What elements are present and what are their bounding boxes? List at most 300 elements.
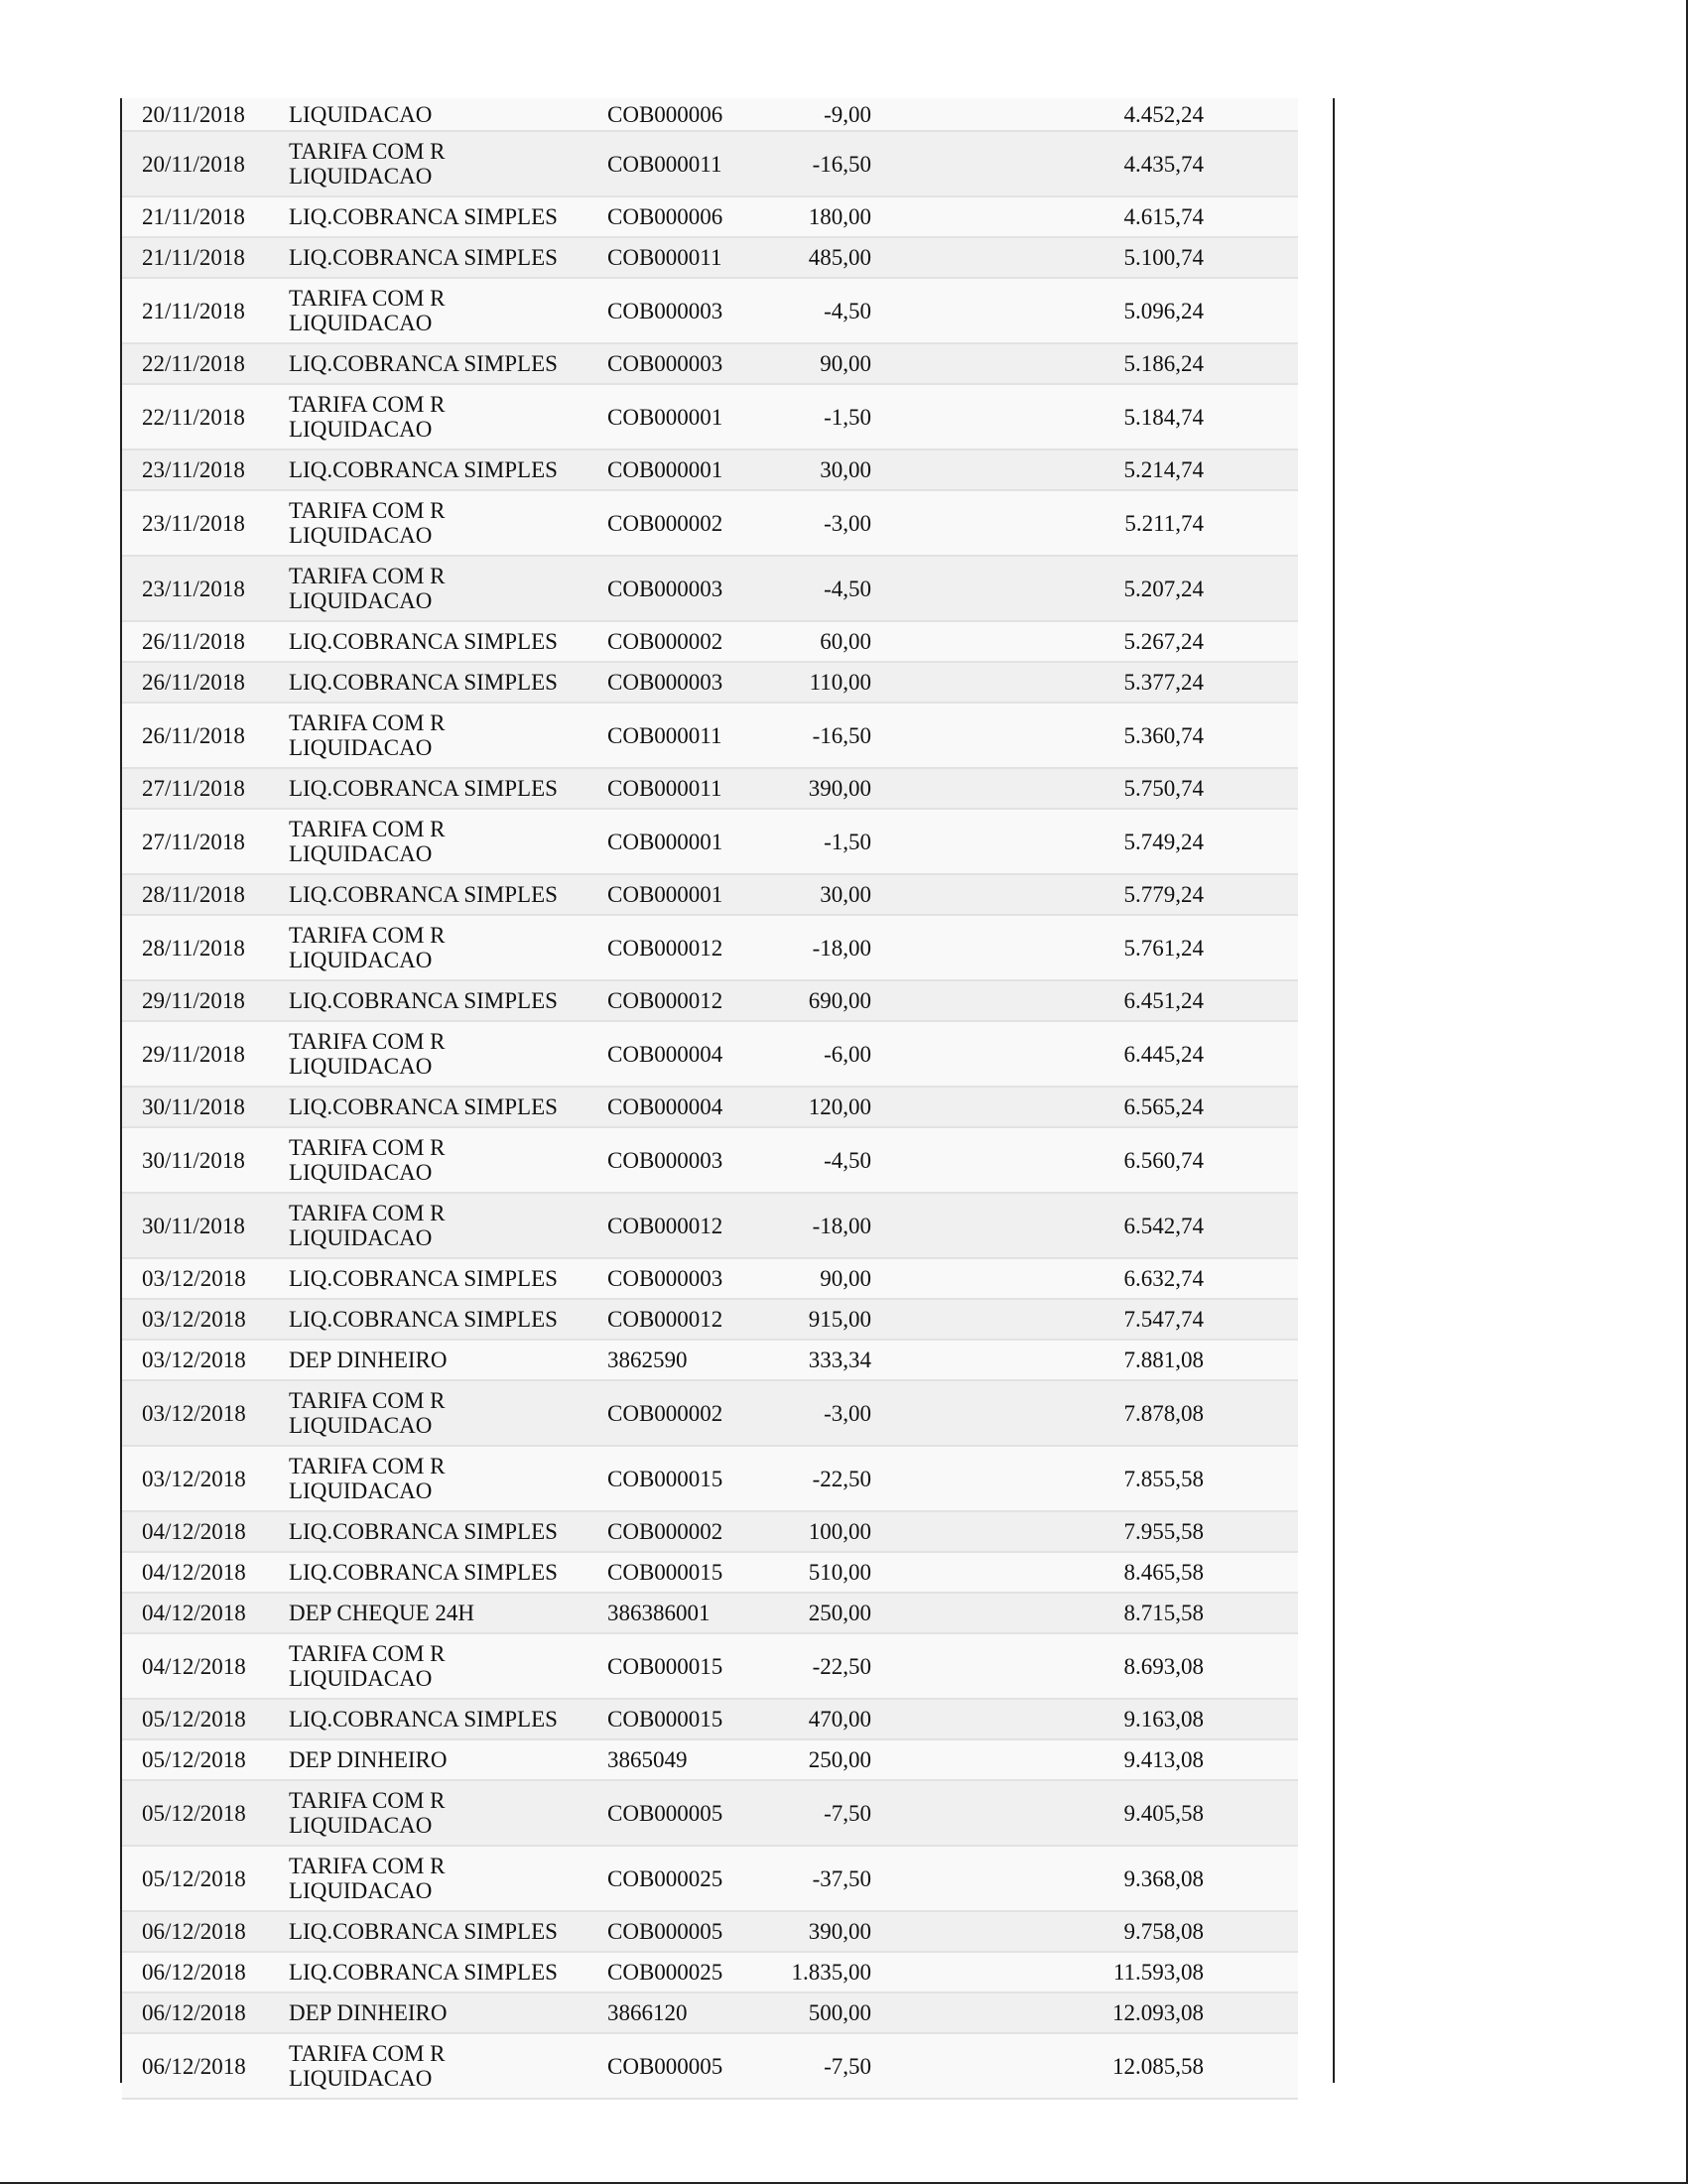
table-row	[122, 1912, 1298, 1953]
transaction-document-text: COB000015	[607, 1466, 723, 1491]
transaction-balance-text: 5.377,24	[1123, 670, 1204, 695]
transaction-date-text: 21/11/2018	[142, 204, 245, 229]
table-row	[122, 1740, 1298, 1781]
transaction-balance	[1075, 810, 1204, 873]
transaction-balance	[1075, 1341, 1204, 1379]
transaction-balance-text: 4.615,74	[1123, 204, 1204, 229]
transaction-date	[142, 385, 245, 449]
transaction-description	[289, 1912, 586, 1951]
transaction-description	[289, 810, 586, 873]
transaction-balance	[1075, 557, 1204, 620]
transaction-date-text: 27/11/2018	[142, 776, 245, 801]
transaction-balance	[1075, 1194, 1204, 1257]
transaction-balance-text: 6.560,74	[1123, 1147, 1204, 1173]
transaction-balance	[1075, 1912, 1204, 1951]
transaction-date	[142, 916, 245, 979]
transaction-date-text: 05/12/2018	[142, 1747, 246, 1772]
transaction-description-text: LIQ.COBRANCA SIMPLES	[289, 1266, 558, 1291]
transaction-date	[142, 279, 245, 342]
transaction-document	[607, 663, 722, 702]
transaction-balance	[1075, 197, 1204, 236]
transaction-description-text: LIQ.COBRANCA SIMPLES	[289, 776, 558, 801]
transaction-value	[717, 98, 871, 130]
table-row	[122, 1594, 1298, 1634]
table-row	[122, 1634, 1298, 1700]
transaction-date	[142, 1194, 245, 1257]
transaction-document	[607, 1022, 722, 1086]
table-row	[122, 1194, 1298, 1259]
transaction-date-text: 05/12/2018	[142, 1800, 246, 1826]
transaction-value-text: 250,00	[808, 1747, 871, 1772]
transaction-date	[142, 132, 245, 195]
table-row	[122, 875, 1298, 916]
transaction-date-text: 06/12/2018	[142, 2053, 246, 2079]
transaction-description	[289, 1553, 586, 1592]
transaction-date-text: 03/12/2018	[142, 1466, 246, 1491]
transaction-date	[142, 1512, 246, 1551]
table-row	[122, 197, 1298, 238]
transaction-value	[717, 1128, 871, 1192]
transaction-date-text: 20/11/2018	[142, 101, 245, 127]
transaction-document	[607, 2034, 722, 2098]
transaction-document-text: COB000025	[607, 1865, 723, 1891]
transaction-description-text: TARIFA COM R LIQUIDACAO	[289, 1029, 446, 1079]
transaction-document	[607, 622, 722, 661]
transaction-value	[717, 1740, 871, 1779]
table-row	[122, 1088, 1298, 1128]
transaction-value-text: 30,00	[820, 882, 871, 907]
transaction-document-text: COB000001	[607, 404, 723, 430]
transaction-description	[289, 1993, 586, 2032]
transaction-value-text: 120,00	[808, 1094, 871, 1119]
transaction-balance-text: 4.435,74	[1123, 151, 1204, 177]
transaction-document	[607, 1512, 722, 1551]
transaction-date	[142, 1553, 246, 1592]
transaction-document-text: COB000005	[607, 2053, 723, 2079]
transaction-date	[142, 1781, 246, 1845]
transaction-date-text: 30/11/2018	[142, 1213, 245, 1238]
transaction-date	[142, 2034, 246, 2098]
transaction-balance-text: 9.758,08	[1123, 1919, 1204, 1944]
transaction-document	[607, 1447, 722, 1510]
transaction-description	[289, 1300, 586, 1339]
table-row	[122, 1553, 1298, 1594]
transaction-balance-text: 5.267,24	[1123, 629, 1204, 654]
table-row	[122, 1300, 1298, 1341]
transaction-description-text: TARIFA COM R LIQUIDACAO	[289, 564, 446, 613]
transaction-description	[289, 1088, 586, 1126]
transaction-description	[289, 132, 586, 195]
transaction-document	[607, 1740, 688, 1779]
table-row	[122, 132, 1298, 197]
transaction-value	[717, 1594, 871, 1632]
transaction-document-text: COB000025	[607, 1960, 723, 1985]
transaction-value	[717, 1847, 871, 1910]
transaction-date-text: 06/12/2018	[142, 1919, 246, 1944]
transaction-date-text: 29/11/2018	[142, 988, 245, 1013]
transaction-document	[607, 769, 721, 808]
transaction-balance	[1075, 279, 1204, 342]
transaction-description	[289, 622, 586, 661]
transaction-date-text: 04/12/2018	[142, 1653, 246, 1679]
transaction-date-text: 22/11/2018	[142, 404, 245, 430]
transaction-document-text: COB000015	[607, 1560, 723, 1585]
transaction-description-text: LIQ.COBRANCA SIMPLES	[289, 1307, 558, 1332]
transaction-balance	[1075, 385, 1204, 449]
transaction-document	[607, 1634, 722, 1698]
transaction-balance	[1075, 1300, 1204, 1339]
transaction-value-text: -4,50	[824, 298, 871, 323]
transaction-value-text: 60,00	[820, 629, 871, 654]
transaction-date	[142, 1912, 246, 1951]
transaction-value-text: -22,50	[812, 1466, 871, 1491]
transaction-date	[142, 981, 245, 1020]
transaction-description	[289, 557, 586, 620]
transaction-document	[607, 385, 722, 449]
transaction-date	[142, 344, 245, 383]
transaction-description	[289, 1781, 586, 1845]
transaction-value-text: -9,00	[824, 101, 871, 127]
table-row	[122, 344, 1298, 385]
transaction-document-text: COB000003	[607, 298, 723, 323]
transaction-date-text: 04/12/2018	[142, 1560, 246, 1585]
transaction-balance-text: 5.750,74	[1123, 776, 1204, 801]
transaction-description	[289, 1953, 586, 1991]
transaction-balance	[1075, 981, 1204, 1020]
transaction-document-text: COB000006	[607, 204, 723, 229]
table-row	[122, 1341, 1298, 1381]
transaction-balance-text: 8.715,58	[1123, 1601, 1204, 1625]
transaction-description-text: TARIFA COM R LIQUIDACAO	[289, 286, 446, 335]
transaction-description	[289, 663, 586, 702]
table-row	[122, 238, 1298, 279]
transaction-document-text: COB000011	[607, 245, 722, 270]
transaction-date	[142, 1259, 246, 1298]
transaction-document	[607, 450, 722, 489]
transaction-date-text: 04/12/2018	[142, 1601, 246, 1625]
transaction-value-text: 90,00	[820, 1266, 871, 1291]
transaction-document-text: COB000001	[607, 882, 723, 907]
transaction-value	[717, 491, 871, 555]
transaction-document	[607, 1700, 722, 1738]
transaction-description-text: TARIFA COM R LIQUIDACAO	[289, 1388, 446, 1438]
transaction-date	[142, 1088, 245, 1126]
transaction-balance-text: 7.855,58	[1123, 1466, 1204, 1491]
transaction-document	[607, 1341, 688, 1379]
transaction-value-text: -7,50	[824, 2053, 871, 2079]
transaction-date	[142, 663, 245, 702]
transaction-balance-text: 7.955,58	[1123, 1519, 1204, 1544]
transaction-document	[607, 1594, 711, 1632]
transaction-date	[142, 1594, 246, 1632]
transaction-document-text: COB000005	[607, 1800, 723, 1826]
transaction-balance	[1075, 1381, 1204, 1445]
transaction-value	[717, 1553, 871, 1592]
transaction-date-text: 20/11/2018	[142, 151, 245, 177]
transaction-value	[717, 1912, 871, 1951]
transaction-balance	[1075, 769, 1204, 808]
transaction-balance-text: 5.779,24	[1123, 882, 1204, 907]
table-row	[122, 1447, 1298, 1512]
transaction-document	[607, 1381, 722, 1445]
transaction-description-text: TARIFA COM R LIQUIDACAO	[289, 1201, 446, 1250]
transaction-balance-text: 9.405,58	[1123, 1800, 1204, 1826]
transaction-document	[607, 810, 722, 873]
transaction-value	[717, 1022, 871, 1086]
transaction-document	[607, 344, 722, 383]
table-row	[122, 450, 1298, 491]
transaction-value-text: 485,00	[808, 245, 871, 270]
transaction-date	[142, 875, 245, 914]
transaction-value-text: 30,00	[820, 457, 871, 482]
transaction-balance-text: 6.445,24	[1123, 1041, 1204, 1067]
transaction-description-text: TARIFA COM R LIQUIDACAO	[289, 2041, 446, 2091]
transaction-description	[289, 916, 586, 979]
transaction-date	[142, 1300, 246, 1339]
transaction-date	[142, 450, 245, 489]
transaction-description	[289, 98, 586, 130]
transaction-document-text: COB000003	[607, 1266, 723, 1291]
transaction-document-text: COB000012	[607, 1213, 723, 1238]
transaction-description-text: TARIFA COM R LIQUIDACAO	[289, 817, 446, 866]
transaction-description	[289, 1512, 586, 1551]
table-row	[122, 1847, 1298, 1912]
transaction-description-text: LIQ.COBRANCA SIMPLES	[289, 245, 558, 270]
transaction-description-text: LIQ.COBRANCA SIMPLES	[289, 1919, 558, 1944]
transaction-date	[142, 810, 245, 873]
transaction-document-text: COB000001	[607, 829, 723, 854]
transaction-description	[289, 1447, 586, 1510]
transaction-value-text: 500,00	[808, 2000, 871, 2025]
transaction-document	[607, 1088, 722, 1126]
transaction-description-text: TARIFA COM R LIQUIDACAO	[289, 392, 446, 442]
transaction-date	[142, 197, 245, 236]
transaction-date-text: 23/11/2018	[142, 510, 245, 536]
transaction-description-text: LIQ.COBRANCA SIMPLES	[289, 1560, 558, 1585]
transaction-value	[717, 1700, 871, 1738]
transaction-balance	[1075, 238, 1204, 277]
transaction-description	[289, 238, 586, 277]
transaction-date-text: 26/11/2018	[142, 722, 245, 748]
transaction-balance-text: 6.451,24	[1123, 988, 1204, 1013]
transaction-date	[142, 1993, 246, 2032]
transaction-balance	[1075, 1512, 1204, 1551]
transaction-value	[717, 663, 871, 702]
transaction-description-text: DEP CHEQUE 24H	[289, 1601, 474, 1625]
transaction-document	[607, 916, 722, 979]
transaction-document-text: COB000005	[607, 1919, 723, 1944]
transaction-document	[607, 875, 722, 914]
transaction-document-text: COB000006	[607, 101, 723, 127]
transaction-value	[717, 1088, 871, 1126]
transaction-document-text: 386386001	[607, 1601, 711, 1625]
transaction-date	[142, 98, 245, 130]
transaction-description	[289, 769, 586, 808]
table-row	[122, 1781, 1298, 1847]
transaction-balance	[1075, 1553, 1204, 1592]
transaction-document	[607, 1194, 722, 1257]
transaction-date	[142, 1128, 245, 1192]
transaction-balance-text: 12.093,08	[1112, 2000, 1204, 2025]
transaction-document-text: COB000004	[607, 1041, 723, 1067]
transaction-date-text: 03/12/2018	[142, 1307, 246, 1332]
transaction-value-text: -16,50	[812, 151, 871, 177]
table-row	[122, 769, 1298, 810]
transaction-value-text: -16,50	[812, 722, 871, 748]
table-row	[122, 385, 1298, 450]
transaction-date-text: 26/11/2018	[142, 629, 245, 654]
transaction-value-text: -1,50	[824, 829, 871, 854]
transaction-balance	[1075, 491, 1204, 555]
transaction-description	[289, 197, 586, 236]
transaction-value	[717, 1634, 871, 1698]
table-row	[122, 2034, 1298, 2100]
transaction-description-text: TARIFA COM R LIQUIDACAO	[289, 498, 446, 548]
transaction-description-text: LIQ.COBRANCA SIMPLES	[289, 1707, 558, 1732]
table-row	[122, 1953, 1298, 1993]
transaction-date	[142, 622, 245, 661]
table-row	[122, 1381, 1298, 1447]
transaction-description-text: LIQ.COBRANCA SIMPLES	[289, 1519, 558, 1544]
transaction-date	[142, 1381, 246, 1445]
transaction-date	[142, 1341, 246, 1379]
transaction-description-text: LIQ.COBRANCA SIMPLES	[289, 988, 558, 1013]
transaction-document-text: COB000003	[607, 670, 723, 695]
transaction-document-text: 3865049	[607, 1747, 688, 1772]
transaction-document-text: COB000003	[607, 351, 723, 376]
transaction-balance-text: 6.565,24	[1123, 1094, 1204, 1119]
transaction-date	[142, 1022, 245, 1086]
transaction-description-text: LIQUIDACAO	[289, 101, 433, 127]
transaction-document	[607, 1912, 722, 1951]
table-row	[122, 663, 1298, 704]
transaction-value-text: 110,00	[809, 670, 871, 695]
transaction-balance	[1075, 916, 1204, 979]
transaction-balance	[1075, 344, 1204, 383]
transaction-value	[717, 279, 871, 342]
transaction-balance-text: 12.085,58	[1112, 2053, 1204, 2079]
transaction-value-text: 470,00	[808, 1707, 871, 1732]
transaction-description-text: LIQ.COBRANCA SIMPLES	[289, 629, 558, 654]
transaction-balance-text: 7.881,08	[1123, 1348, 1204, 1372]
transaction-value-text: -4,50	[824, 576, 871, 601]
transaction-value	[717, 1341, 871, 1379]
transaction-date-text: 21/11/2018	[142, 245, 245, 270]
transaction-document-text: COB000015	[607, 1707, 723, 1732]
transaction-value	[717, 875, 871, 914]
transaction-description	[289, 1847, 586, 1910]
transaction-description-text: LIQ.COBRANCA SIMPLES	[289, 670, 558, 695]
transaction-date-text: 06/12/2018	[142, 1960, 246, 1985]
transaction-date	[142, 557, 245, 620]
transaction-balance	[1075, 1088, 1204, 1126]
transaction-document-text: COB000015	[607, 1653, 723, 1679]
transaction-description-text: LIQ.COBRANCA SIMPLES	[289, 1960, 558, 1985]
transaction-value	[717, 916, 871, 979]
transaction-value-text: -37,50	[812, 1865, 871, 1891]
transaction-balance	[1075, 1847, 1204, 1910]
transaction-value-text: -1,50	[824, 404, 871, 430]
transaction-date-text: 28/11/2018	[142, 935, 245, 961]
transaction-balance	[1075, 1128, 1204, 1192]
transaction-description	[289, 1700, 586, 1738]
transaction-document	[607, 491, 722, 555]
transaction-value	[717, 238, 871, 277]
transaction-balance-text: 9.368,08	[1123, 1865, 1204, 1891]
transaction-document	[607, 1781, 722, 1845]
transaction-description	[289, 344, 586, 383]
transaction-description	[289, 385, 586, 449]
transaction-value	[717, 1993, 871, 2032]
table-row	[122, 1993, 1298, 2034]
transaction-document-text: COB000011	[607, 776, 722, 801]
transaction-date	[142, 1740, 246, 1779]
transaction-balance	[1075, 2034, 1204, 2098]
transaction-value-text: 180,00	[808, 204, 871, 229]
transaction-value-text: 690,00	[808, 988, 871, 1013]
transaction-document-text: COB000002	[607, 510, 723, 536]
transaction-date	[142, 1953, 246, 1991]
table-row	[122, 1022, 1298, 1088]
transaction-value-text: 100,00	[808, 1519, 871, 1544]
transaction-value	[717, 450, 871, 489]
transaction-description-text: TARIFA COM R LIQUIDACAO	[289, 1135, 446, 1185]
transaction-date-text: 06/12/2018	[142, 2000, 246, 2025]
transaction-value	[717, 1512, 871, 1551]
transaction-value	[717, 769, 871, 808]
transaction-balance-text: 5.214,74	[1123, 457, 1204, 482]
transaction-date	[142, 1634, 246, 1698]
transaction-value	[717, 1953, 871, 1991]
transaction-description-text: DEP DINHEIRO	[289, 2000, 448, 2025]
transaction-balance-text: 5.749,24	[1123, 829, 1204, 854]
transaction-value	[717, 1194, 871, 1257]
transaction-balance-text: 6.542,74	[1123, 1213, 1204, 1238]
transaction-document-text: COB000011	[607, 151, 722, 177]
transaction-date-text: 29/11/2018	[142, 1041, 245, 1067]
transaction-document-text: COB000003	[607, 1147, 723, 1173]
transaction-description-text: LIQ.COBRANCA SIMPLES	[289, 1094, 558, 1119]
transaction-balance-text: 9.413,08	[1123, 1747, 1204, 1772]
transaction-value-text: -4,50	[824, 1147, 871, 1173]
transaction-value-text: -18,00	[812, 935, 871, 961]
transaction-date	[142, 704, 245, 767]
transaction-description-text: LIQ.COBRANCA SIMPLES	[289, 351, 558, 376]
transaction-document-text: COB000002	[607, 629, 723, 654]
transaction-date-text: 30/11/2018	[142, 1094, 245, 1119]
transaction-description	[289, 2034, 586, 2098]
table-row	[122, 1700, 1298, 1740]
transaction-description	[289, 1128, 586, 1192]
transaction-value	[717, 1447, 871, 1510]
transaction-document-text: 3866120	[607, 2000, 688, 2025]
table-row	[122, 916, 1298, 981]
transaction-balance	[1075, 98, 1204, 130]
transaction-balance-text: 5.186,24	[1123, 351, 1204, 376]
transaction-balance	[1075, 1781, 1204, 1845]
transaction-description-text: TARIFA COM R LIQUIDACAO	[289, 1854, 446, 1903]
transaction-balance-text: 5.360,74	[1123, 722, 1204, 748]
transaction-document-text: COB000011	[607, 722, 722, 748]
transaction-description-text: TARIFA COM R LIQUIDACAO	[289, 923, 446, 972]
transaction-value	[717, 704, 871, 767]
transaction-description-text: TARIFA COM R LIQUIDACAO	[289, 1454, 446, 1503]
transaction-document-text: 3862590	[607, 1348, 688, 1372]
transaction-description	[289, 1194, 586, 1257]
transaction-description	[289, 1341, 586, 1379]
transaction-document	[607, 1953, 722, 1991]
transaction-description	[289, 875, 586, 914]
